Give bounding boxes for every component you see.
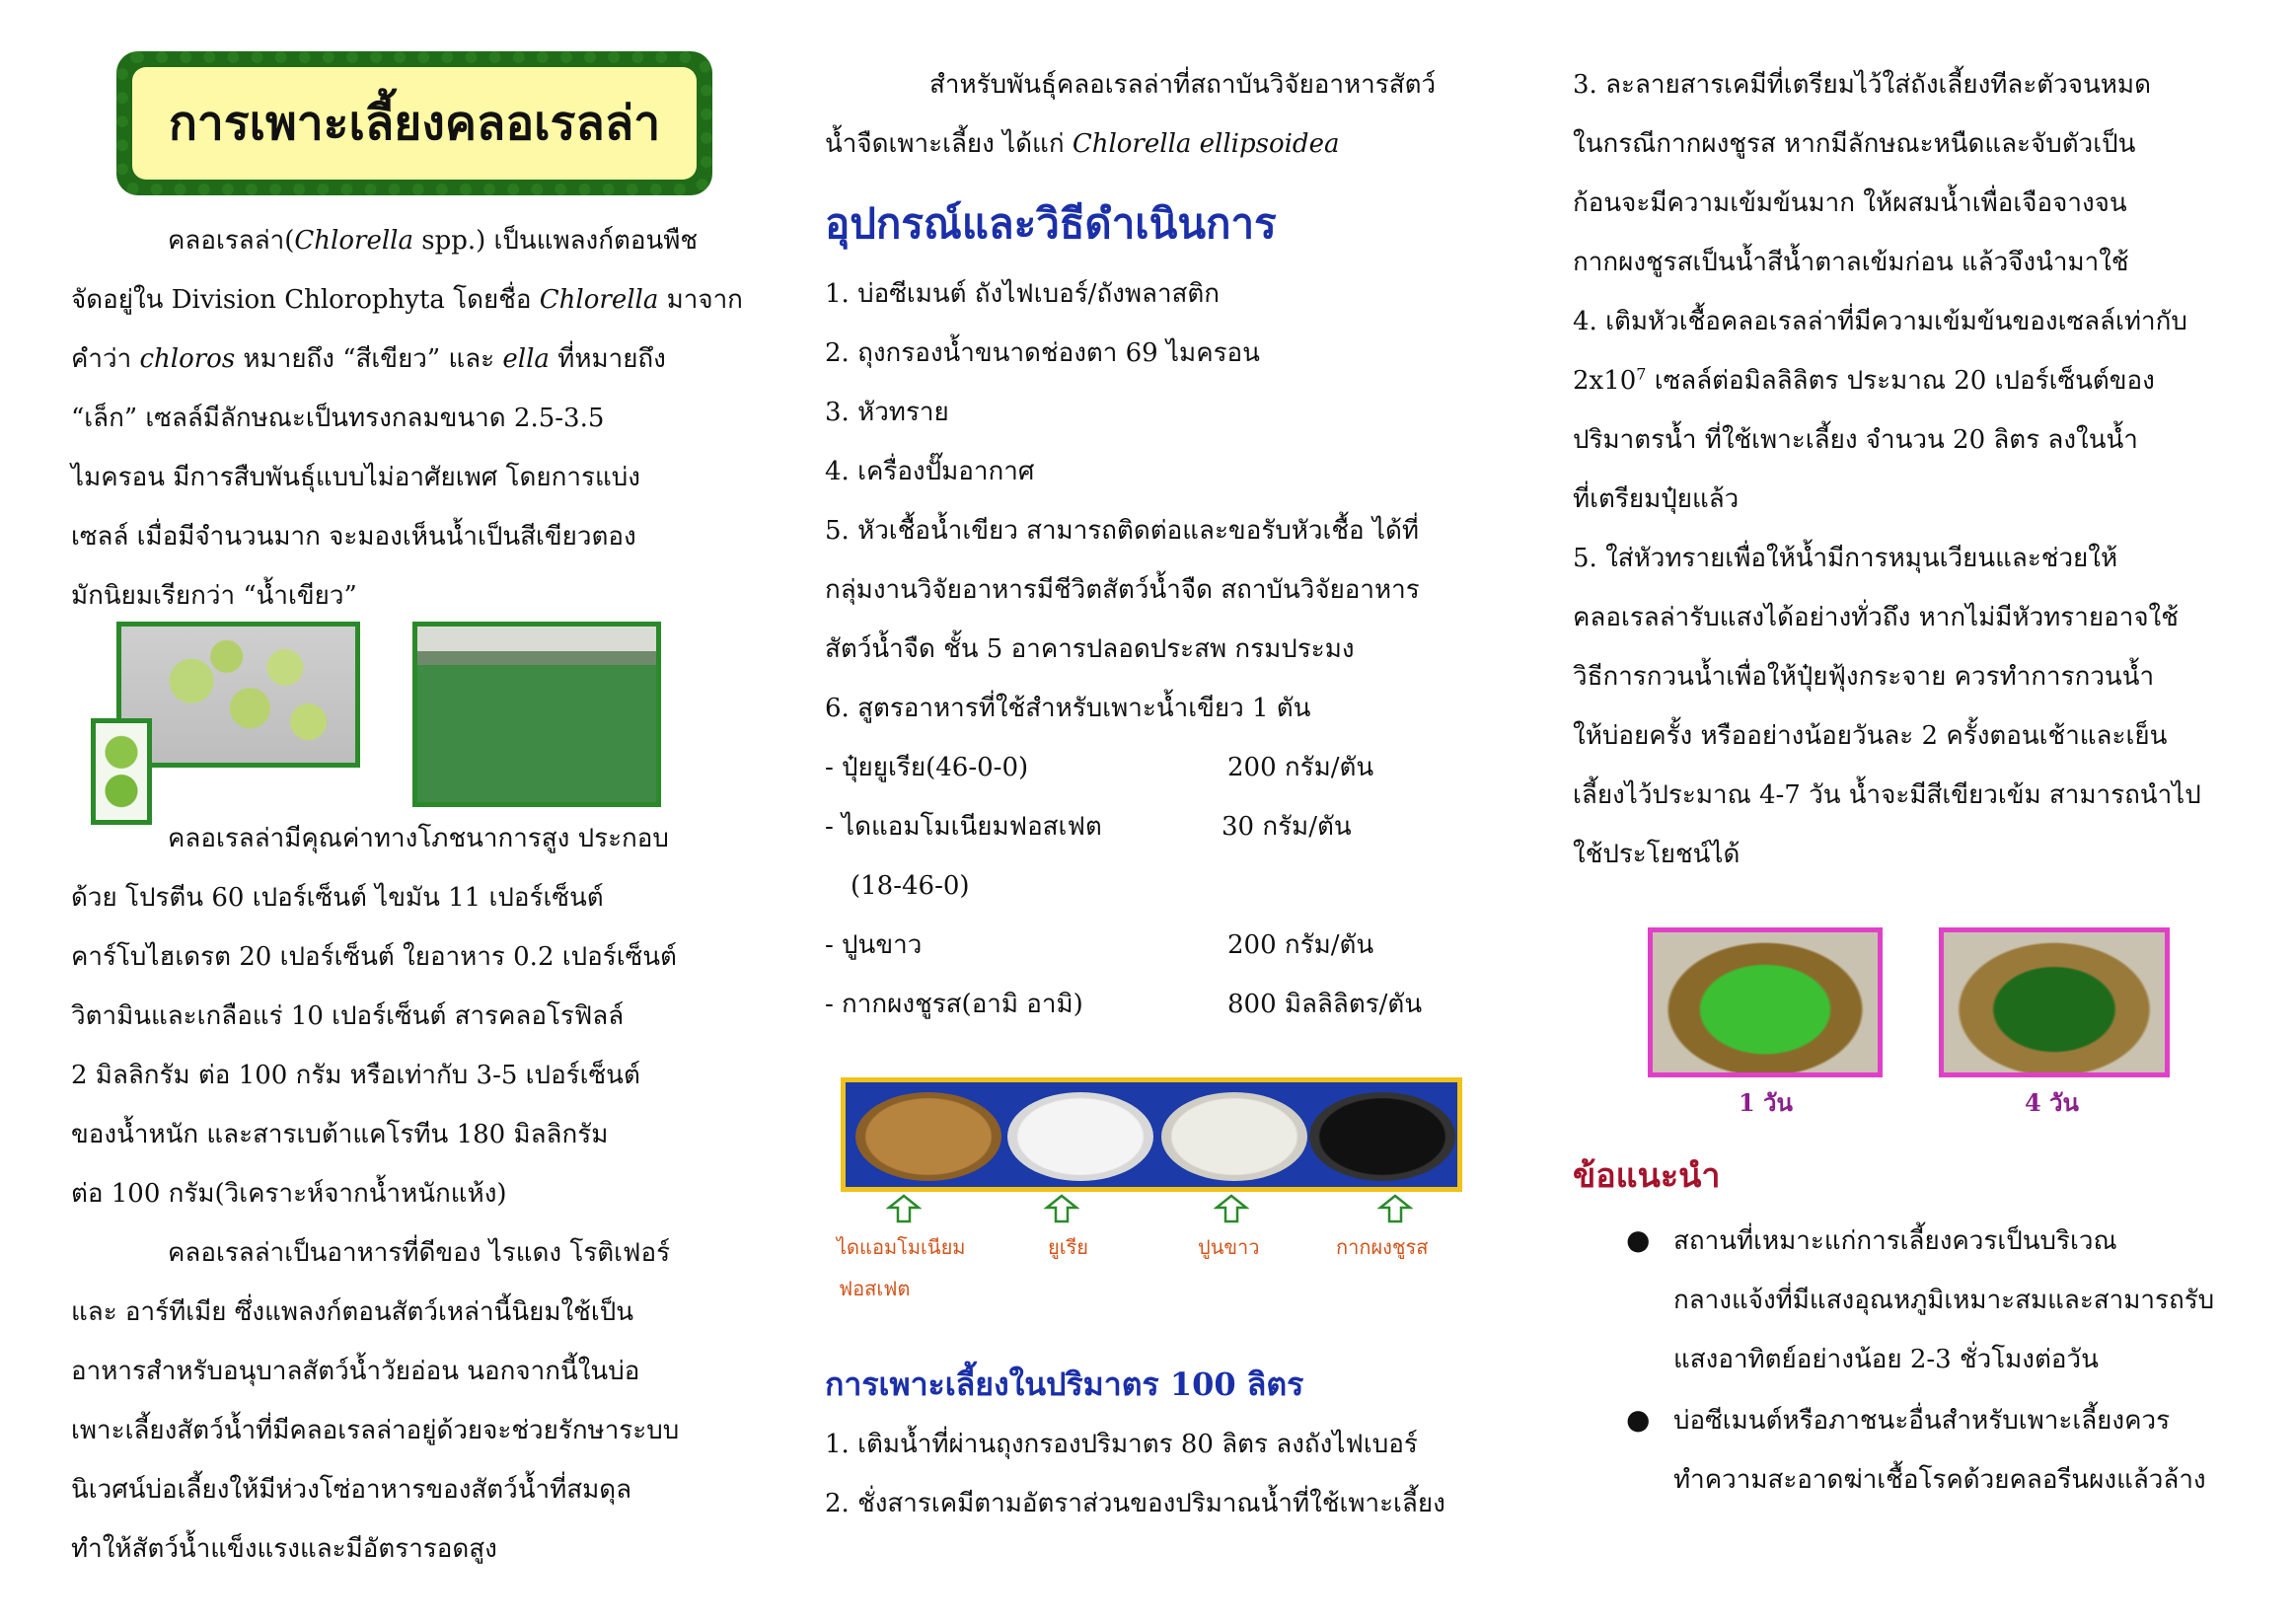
food-line-3: อาหารสำหรับอนุบาลสัตว์น้ำวัยอ่อน นอกจากนี้ในบ่อ [71, 1357, 640, 1386]
arrow-up-icon [1214, 1194, 1249, 1223]
recommendation-2-line-2: ทำความสะอาดฆ่าเชื้อโรคด้วยคลอรีนผงแล้วล้าง [1673, 1465, 2206, 1495]
recommendation-1-line-3: แสงอาทิตย์อย่างน้อย 2-3 ชั่วโมงต่อวัน [1673, 1345, 2099, 1374]
culture-step-5-cont3: ให้บ่อยครั้ง หรืออย่างน้อยวันละ 2 ครั้งตอนเช้าและเย็น [1573, 721, 2168, 751]
culture-step-5-cont4: เลี้ยงไว้ประมาณ 4-7 วัน น้ำจะมีสีเขียวเข้ม สามารถนำไป [1573, 780, 2201, 810]
nutrition-line-6: ของน้ำหนัก และสารเบต้าแคโรทีน 180 มิลลิกรัม [71, 1120, 609, 1149]
equipment-item-5: 5. หัวเชื้อน้ำเขียว สามารถติดต่อและขอรับหัวเชื้อ ได้ที่ [825, 516, 1420, 546]
nutrition-line-4: วิตามินและเกลือแร่ 10 เปอร์เซ็นต์ สารคลอโรฟิลล์ [71, 1001, 625, 1031]
chlorella-cells-inset-photo [91, 718, 152, 825]
equipment-item-5-cont2: สัตว์น้ำจืด ชั้น 5 อาคารปลอดประสพ กรมประมง [825, 634, 1355, 664]
chemical-dish-dap [855, 1092, 1001, 1181]
food-line-5: นิเวศน์บ่อเลี้ยงให้มีห่วงโซ่อาหารของสัตว์น้ำที่สมดุล [71, 1475, 632, 1505]
culture-step-3: 3. ละลายสารเคมีที่เตรียมไว้ใส่ถังเลี้ยงทีละตัวจนหมด [1573, 70, 2151, 100]
culture-step-3-cont2: ก้อนจะมีความเข้มข้นมาก ให้ผสมน้ำเพื่อเจือจางจน [1573, 188, 2127, 218]
intro-line-5: ไมครอน มีการสืบพันธุ์แบบไม่อาศัยเพศ โดยการแบ่ง [71, 463, 640, 492]
formula-name-1: - ปุ๋ยยูเรีย(46-0-0) [825, 753, 1029, 782]
equipment-item-1: 1. บ่อซีเมนต์ ถังไฟเบอร์/ถังพลาสติก [825, 279, 1221, 309]
culture-step-5-cont5: ใช้ประโยชน์ได้ [1573, 840, 1741, 869]
formula-qty-1: 200 กรัม/ตัน [1227, 753, 1374, 782]
intro-line-6: เซลล์ เมื่อมีจำนวนมาก จะมองเห็นน้ำเป็นสีเขียวตอง [71, 522, 636, 552]
intro-line-7: มักนิยมเรียกว่า “น้ำเขียว” [71, 581, 357, 611]
culture-step-4-cont2: ปริมาตรน้ำ ที่ใช้เพาะเลี้ยง จำนวน 20 ลิตร ลงในน้ำ [1573, 425, 2138, 455]
chemical-dish-msg-residue [1309, 1092, 1455, 1181]
title-box [116, 51, 712, 195]
equipment-item-2: 2. ถุงกรองน้ำขนาดช่องตา 69 ไมครอน [825, 338, 1260, 368]
formula-name-4: - กากผงชูรส(อามิ อามิ) [825, 990, 1083, 1019]
arrow-up-icon [1377, 1194, 1413, 1223]
species-line-2: น้ำจืดเพาะเลี้ยง ได้แก่ Chlorella ellipsoidea [825, 129, 1340, 159]
intro-line-1: คลอเรลล่า(Chlorella spp.) เป็นแพลงก์ตอนพืช [168, 226, 699, 256]
culture-step-1: 1. เติมน้ำที่ผ่านถุงกรองปริมาตร 80 ลิตร ลงถังไฟเบอร์ [825, 1430, 1418, 1459]
title-inner [132, 67, 697, 180]
culture-step-3-cont3: กากผงชูรสเป็นน้ำสีน้ำตาลเข้มก่อน แล้วจึงนำมาใช้ [1573, 248, 2129, 277]
formula-qty-4: 800 มิลลิลิตร/ตัน [1227, 990, 1423, 1019]
equipment-item-6: 6. สูตรอาหารที่ใช้สำหรับเพาะน้ำเขียว 1 ตัน [825, 694, 1311, 723]
chem-label-dap-sub: ฟอสเฟต [839, 1277, 911, 1300]
culture-step-5-cont1: คลอเรลล่ารับแสงได้อย่างทั่วถึง หากไม่มีหัวทรายอาจใช้ [1573, 603, 2179, 632]
chemical-dish-lime [1161, 1092, 1307, 1181]
nutrition-line-7: ต่อ 100 กรัม(วิเคราะห์จากน้ำหนักแห้ง) [71, 1179, 507, 1209]
intro-line-2: จัดอยู่ใน Division Chlorophyta โดยชื่อ Chlorella มาจาก [71, 285, 743, 315]
equipment-item-5-cont: กลุ่มงานวิจัยอาหารมีชีวิตสัตว์น้ำจืด สถาบันวิจัยอาหาร [825, 575, 1420, 605]
formula-name-2-cont: (18-46-0) [851, 871, 970, 901]
formula-qty-3: 200 กรัม/ตัน [1227, 930, 1374, 960]
recommendation-heading: ข้อแนะนำ [1573, 1156, 1721, 1196]
intro-line-3: คำว่า chloros หมายถึง “สีเขียว” และ ella ที่หมายถึง [71, 344, 666, 374]
nutrition-line-5: 2 มิลลิกรัม ต่อ 100 กรัม หรือเท่ากับ 3-5 เปอร์เซ็นต์ [71, 1061, 640, 1090]
culture-step-4-cont1: $2x10^7$ เซลล์ต่อมิลลิลิตร ประมาณ 20 เปอร์เซ็นต์ของ [1573, 364, 2155, 396]
culture-step-5: 5. ใส่หัวทรายเพื่อให้น้ำมีการหมุนเวียนและช่วยให้ [1573, 544, 2118, 573]
nutrition-line-3: คาร์โบไฮเดรต 20 เปอร์เซ็นต์ ใยอาหาร 0.2 เปอร์เซ็นต์ [71, 942, 677, 972]
chem-label-lime: ปูนขาว [1198, 1235, 1260, 1259]
species-line-1: สำหรับพันธุ์คลอเรลล่าที่สถาบันวิจัยอาหารสัตว์ [929, 70, 1437, 100]
chemicals-photo [841, 1077, 1462, 1192]
page-title: การเพาะเลี้ยงคลอเรลล่า [168, 96, 661, 151]
food-line-2: และ อาร์ทีเมีย ซึ่งแพลงก์ตอนสัตว์เหล่านี้นิยมใช้เป็น [71, 1297, 633, 1327]
tank-day4-photo [1939, 927, 2170, 1077]
culture-100l-heading: การเพาะเลี้ยงในปริมาตร 100 ลิตร [825, 1366, 1304, 1403]
arrow-up-icon [886, 1194, 922, 1223]
caption-day1: 1 วัน [1739, 1088, 1793, 1117]
chem-label-msg: กากผงชูรส [1336, 1235, 1429, 1259]
chemical-dish-urea [1007, 1092, 1153, 1181]
culture-step-4-cont3: ที่เตรียมปุ๋ยแล้ว [1573, 484, 1740, 514]
recommendation-1-line-2: กลางแจ้งที่มีแสงอุณหภูมิเหมาะสมและสามารถรับ [1673, 1286, 2215, 1315]
food-line-6: ทำให้สัตว์น้ำแข็งแรงและมีอัตรารอดสูง [71, 1534, 497, 1564]
recommendation-2-line-1: บ่อซีเมนต์หรือภาชนะอื่นสำหรับเพาะเลี้ยงควร [1673, 1406, 2171, 1436]
food-line-4: เพาะเลี้ยงสัตว์น้ำที่มีคลอเรลล่าอยู่ด้วยจะช่วยรักษาระบบ [71, 1416, 680, 1445]
formula-name-2: - ไดแอมโมเนียมฟอสเฟต [825, 812, 1102, 842]
bullet-dot-icon: ● [1626, 1403, 1651, 1436]
equipment-item-4: 4. เครื่องปั๊มอากาศ [825, 457, 1035, 486]
culture-step-4: 4. เติมหัวเชื้อคลอเรลล่าที่มีความเข้มข้นของเซลล์เท่ากับ [1573, 307, 2187, 336]
equipment-item-3: 3. หัวทราย [825, 398, 949, 427]
nutrition-line-1: คลอเรลล่ามีคุณค่าทางโภชนาการสูง ประกอบ [168, 824, 669, 853]
bullet-dot-icon: ● [1626, 1223, 1651, 1256]
formula-qty-2: 30 กรัม/ตัน [1222, 812, 1352, 842]
arrow-up-icon [1044, 1194, 1079, 1223]
culture-step-5-cont2: วิธีการกวนน้ำเพื่อให้ปุ๋ยฟุ้งกระจาย ควรทำการกวนน้ำ [1573, 662, 2155, 692]
chem-label-urea: ยูเรีย [1048, 1235, 1089, 1259]
green-water-pond-photo [412, 622, 661, 807]
culture-step-2: 2. ชั่งสารเคมีตามอัตราส่วนของปริมาณน้ำที่ใช้เพาะเลี้ยง [825, 1489, 1445, 1518]
food-line-1: คลอเรลล่าเป็นอาหารที่ดีของ ไรแดง โรติเฟอร์ [168, 1238, 671, 1268]
recommendation-1-line-1: สถานที่เหมาะแก่การเลี้ยงควรเป็นบริเวณ [1673, 1226, 2117, 1256]
intro-line-4: “เล็ก” เซลล์มีลักษณะเป็นทรงกลมขนาด 2.5-3.5 [71, 404, 605, 433]
chlorella-cells-photo [116, 622, 360, 768]
nutrition-line-2: ด้วย โปรตีน 60 เปอร์เซ็นต์ ไขมัน 11 เปอร์เซ็นต์ [71, 883, 604, 913]
tank-day1-photo [1648, 927, 1883, 1077]
equipment-heading: อุปกรณ์และวิธีดำเนินการ [825, 199, 1277, 248]
culture-step-3-cont1: ในกรณีกากผงชูรส หากมีลักษณะหนืดและจับตัวเป็น [1573, 129, 2136, 159]
formula-name-3: - ปูนขาว [825, 930, 923, 960]
caption-day4: 4 วัน [2025, 1088, 2079, 1117]
chem-label-dap: ไดแอมโมเนียม [837, 1235, 966, 1259]
